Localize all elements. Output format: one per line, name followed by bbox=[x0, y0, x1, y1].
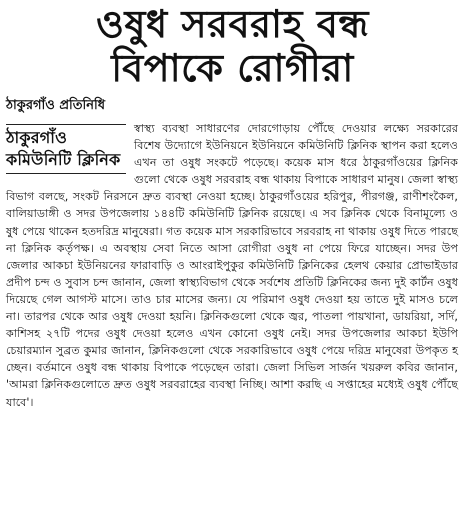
pullquote-line-1: ঠাকুরগাঁও bbox=[6, 128, 68, 147]
article-body bbox=[6, 120, 458, 411]
pullquote bbox=[6, 124, 126, 174]
headline-line-1: ওষুধ সরবরাহ বন্ধ bbox=[96, 2, 369, 46]
headline bbox=[0, 2, 465, 90]
article-paragraph: স্বাস্থ্য ব্যবস্থা সাধারণের দোরগোড়ায় পৌঁছে দেওয়ার লক্ষ্যে সরকারের বিশেষ উদ্যোগে ইউনিয়নে ইউনিয়নে কমিউনিটি ক্লিনিক স্থাপন করা হলেও এখন তা ওষুধ সংকটে পড়েছে। কয়েক মাস ধরে ঠাকুরগাঁওয়ের ক্লিনিকগুলো থেকে ওষুধ সরবরাহ বন্ধ থাকায় বিপাকে সাধারণ মানুষ। জেলা স্বাস্থ্য বিভাগ বলছে, সংকট নিরসনে দ্রুত ব্যবস্থা নেওয়া হচ্ছে। ঠাকুরগাঁওয়ের হরিপুর, পীরগঞ্জ, রাণীশংকৈল, বালিয়াডাঙ্গী ও সদর উপজেলায় ১৪৪টি কমিউনিটি ক্লিনিক রয়েছে। এ সব ক্লিনিক থেকে বিনামূল্যে ওষুধ পেয়ে থাকেন হতদরিদ্র মানুষেরা। গত কয়েক মাস সরকারিভাবে সরবরাহ না থাকায় ওষুধ দিতে পারছে না ক্লিনিক কর্তৃপক্ষ। এ অবস্থায় সেবা নিতে আসা রোগীরা ওষুধ না পেয়ে ফিরে যাচ্ছেন। সদর উপজেলার আকচা ইউনিয়নের ফারাবাড়ি ও আংরাইপুকুর কমিউনিটি ক্লিনিকের হেলথ কেয়ার প্রোভাইডার প্রদীপ চন্দ ও সুবাস চন্দ জানান, জেলা স্বাস্থ্যবিভাগ থেকে সর্বশেষ প্রতিটি ক্লিনিকের জন্য দুই কার্টন ওষুধ দিয়েছে গেল আগস্ট মাসে। তাও চার মাসের জন্য। যে পরিমাণ ওষুধ দেওয়া হয় তাতে দুই মাসও চলে না। তারপর থেকে আর ওষুধ দেওয়া হয়নি। ক্লিনিকগুলো থেকে জ্বর, পাতলা পায়খানা, ডায়রিয়া, সর্দি, কাশিসহ ২৭টি পদের ওষুধ দেওয়া হলেও এখন কোনো ওষুধ নেই। সদর উপজেলার আকচা ইউপি চেয়ারম্যান সুব্রত কুমার জানান, ক্লিনিকগুলো থেকে সরকারিভাবে ওষুধ পেয়ে দরিদ্র মানুষেরা উপকৃত হচ্ছেন। বর্তমানে ওষুধ বন্ধ থাকায় বিপাকে পড়েছেন তারা। জেলা সিভিল সার্জন খয়রুল কবির জানান, 'আমরা ক্লিনিকগুলোতে দ্রুত ওষুধ সরবরাহের ব্যবস্থা নিচ্ছি। আশা করছি এ সপ্তাহের মধ্যেই ওষুধ পৌঁছে যাবে'। bbox=[6, 122, 458, 409]
headline-line-2: বিপাকে রোগীরা bbox=[111, 46, 354, 90]
pullquote-line-2: কমিউনিটি ক্লিনিক bbox=[6, 150, 121, 169]
byline: ঠাকুরগাঁও প্রতিনিধি bbox=[6, 98, 106, 113]
